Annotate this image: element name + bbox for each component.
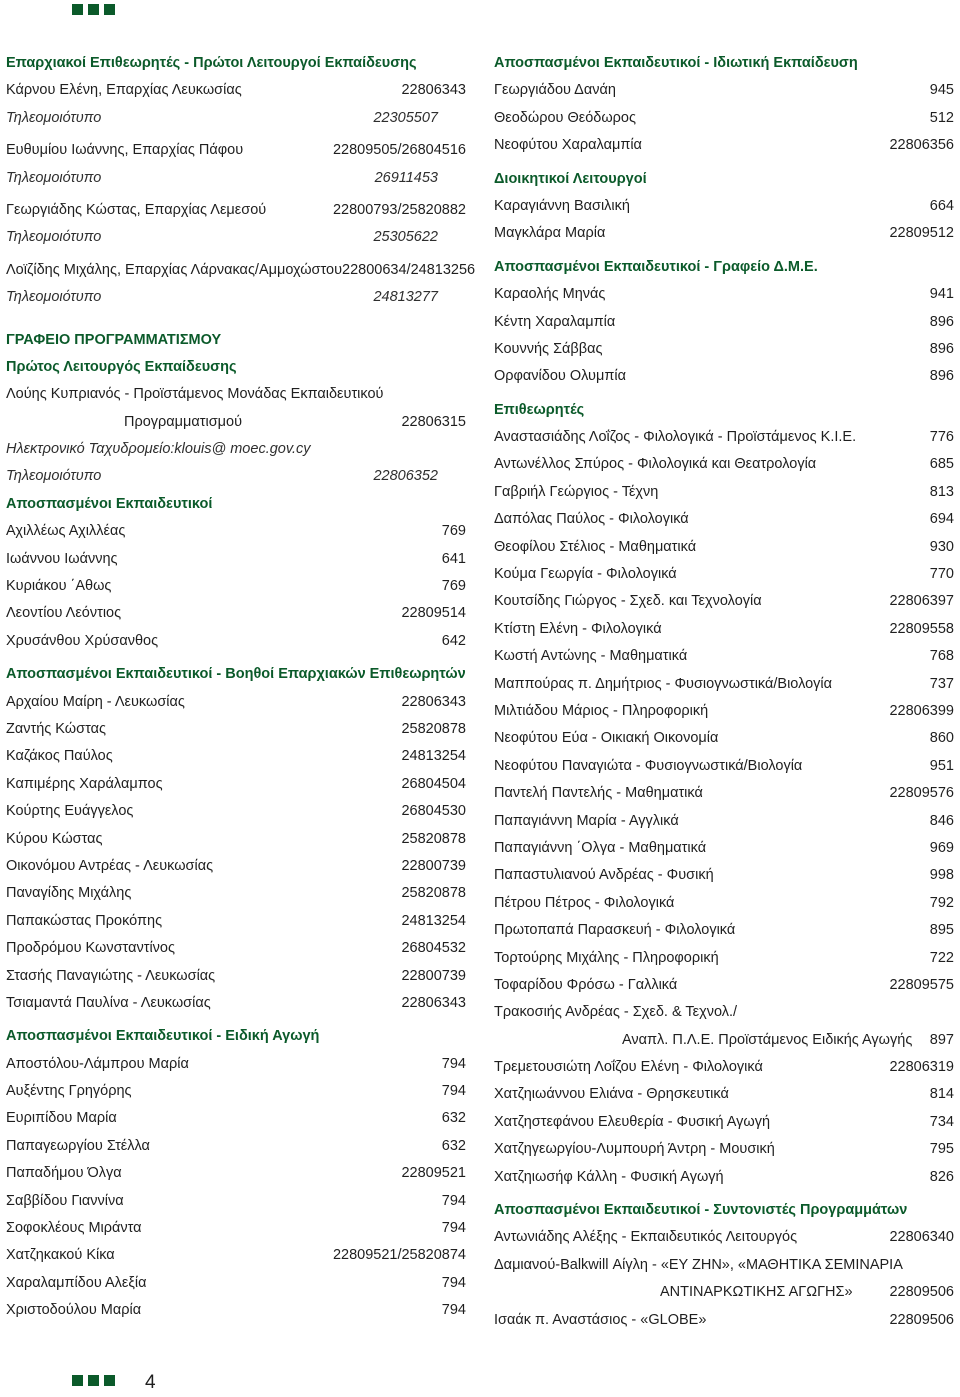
phone-number: 930	[929, 538, 954, 555]
list-item	[6, 935, 466, 962]
phone-number: 776	[929, 429, 954, 446]
phone-number: 737	[929, 675, 954, 692]
contact-name: Θεοφίλου Στέλιος - Μαθηματικά	[494, 538, 697, 555]
list-item	[494, 780, 954, 807]
fax-line	[6, 224, 466, 251]
contact-name: Παναγίδης Μιχάλης	[6, 885, 132, 902]
phone-number: 794	[441, 1302, 466, 1319]
section-heading: Αποσπασμένοι Εκπαιδευτικοί	[6, 495, 213, 512]
contact-name: Χατζηιωάννου Ελιάνα - Θρησκευτικά	[494, 1086, 729, 1103]
contact-name: Γεωργιάδου Δανάη	[494, 82, 616, 99]
phone-number: 22809514	[401, 605, 466, 622]
phone-number: 512	[929, 109, 954, 126]
contact-name: Θεοδώρου Θεόδωρος	[494, 109, 636, 126]
phone-number: 26804530	[401, 803, 466, 820]
contact-name: ΑΝΤΙΝΑΡΚΩΤΙΚΗΣ ΑΓΩΓΗΣ»	[660, 1284, 853, 1301]
list-item	[6, 573, 466, 600]
contact-name: Νεοφύτου Χαραλαμπία	[494, 137, 642, 154]
phone-number: 769	[441, 578, 466, 595]
contact-name: Παπαγεωργίου Στέλλα	[6, 1137, 150, 1154]
contact-name: Μαγκλάρα Μαρία	[494, 225, 606, 242]
list-item	[494, 1252, 954, 1279]
dme-office-list	[494, 281, 954, 391]
list-item	[494, 193, 954, 220]
phone-number: 22806399	[889, 702, 954, 719]
list-item	[6, 77, 466, 104]
phone-number: 22809505/26804516	[332, 142, 466, 159]
list-item	[494, 725, 954, 752]
header-squares-decoration	[72, 4, 115, 15]
contact-name: Καραγιάννη Βασιλική	[494, 197, 630, 214]
phone-number: 826	[929, 1168, 954, 1185]
contact-name: Τορτούρης Μιχάλης - Πληροφορική	[494, 949, 719, 966]
phone-number: 22806319	[889, 1059, 954, 1076]
phone-number: 722	[929, 949, 954, 966]
contact-name: Κουννής Σάββας	[494, 340, 603, 357]
contact-name: Γεωργιάδης Κώστας, Επαρχίας Λεμεσού	[6, 201, 267, 218]
contact-name: Κύρου Κώστας	[6, 830, 103, 847]
fax-line	[6, 165, 466, 192]
list-item	[6, 1188, 466, 1215]
list-item	[494, 1224, 954, 1251]
contact-name: Τρεμετουσιώτη Λοΐζου Ελένη - Φιλολογικά	[494, 1059, 763, 1076]
phone-number: 860	[929, 730, 954, 747]
seconded-teachers-list	[6, 518, 466, 655]
list-item	[6, 798, 466, 825]
phone-number: 22809506	[889, 1284, 954, 1301]
phone-number: 969	[929, 839, 954, 856]
phone-number: 22806343	[401, 693, 466, 710]
phone-number: 794	[441, 1083, 466, 1100]
contact-name: Παπακώστας Προκόπης	[6, 912, 163, 929]
list-item	[494, 1164, 954, 1191]
contact-name: Κυριάκου ΄Αθως	[6, 578, 112, 595]
phone-number: 846	[929, 812, 954, 829]
contact-name: Ευριπίδου Μαρία	[6, 1110, 117, 1127]
list-item	[494, 671, 954, 698]
phone-number: 22809521/25820874	[332, 1247, 466, 1264]
list-item	[6, 880, 466, 907]
phone-number: 22806343	[401, 82, 466, 99]
right-column	[494, 50, 954, 1334]
contact-name: Χατζηγεωργίου-Λυμπουρή Άντρη - Μουσική	[494, 1141, 775, 1158]
inspectors-list	[6, 77, 476, 316]
contact-name: Δαπόλας Παύλος - Φιλολογικά	[494, 511, 689, 528]
list-item	[494, 1279, 954, 1306]
contact-name: Χαραλαμπίδου Αλεξία	[6, 1274, 147, 1291]
contact-name: Τρακοσιής Ανδρέας - Σχεδ. & Τεχνολ./	[494, 1004, 738, 1021]
section-heading: Αποσπασμένοι Εκπαιδευτικοί - Γραφείο Δ.Μ.Ε.	[494, 258, 818, 275]
section-heading: Αποσπασμένοι Εκπαιδευτικοί - Ιδιωτική Εκπαίδευση	[494, 55, 858, 71]
phone-number: 694	[929, 511, 954, 528]
contact-name: Καραολής Μηνάς	[494, 286, 606, 303]
contact-name: Οικονόμου Αντρέας - Λευκωσίας	[6, 857, 214, 874]
phone-number: 25820878	[401, 885, 466, 902]
list-item	[494, 753, 954, 780]
contact-name: Κάρνου Ελένη, Επαρχίας Λευκωσίας	[6, 82, 242, 99]
phone-number: 22800634/24813256	[342, 261, 476, 278]
contact-name: Μιλτιάδου Μάριος - Πληροφορική	[494, 702, 709, 719]
assistant-inspectors-list	[6, 689, 466, 1018]
section-heading: Αποσπασμένοι Εκπαιδευτικοί - Βοηθοί Επαρχιακών Επιθεωρητών	[6, 666, 466, 683]
contact-name: Προδρόμου Κωνσταντίνος	[6, 940, 175, 957]
list-item	[494, 588, 954, 615]
list-item	[494, 561, 954, 588]
list-item	[6, 1051, 466, 1078]
fax-label: Τηλεομοιότυπο	[6, 109, 102, 126]
list-item	[494, 220, 954, 247]
list-item	[494, 1081, 954, 1108]
list-item	[494, 698, 954, 725]
contact-name: Λούης Κυπριανός - Προϊστάμενος Μονάδας Εκπαιδευτικού	[6, 386, 384, 403]
list-item	[6, 518, 466, 545]
list-item	[6, 197, 466, 224]
phone-number: 26804504	[401, 775, 466, 792]
list-item	[6, 1242, 466, 1269]
contact-name: Αναπλ. Π.Λ.Ε. Προϊστάμενος Ειδικής Αγωγής	[622, 1031, 913, 1048]
list-item	[494, 281, 954, 308]
list-item	[6, 990, 466, 1017]
list-item	[494, 643, 954, 670]
list-item	[494, 862, 954, 889]
contact-name: Καπιμέρης Χαράλαμπος	[6, 775, 163, 792]
contact-name: Τσιαμαντά Παυλίνα - Λευκωσίας	[6, 994, 211, 1011]
contact-name: Κούμα Γεωργία - Φιλολογικά	[494, 566, 677, 583]
contact-name: Παπαστυλιανού Ανδρέας - Φυσική	[494, 867, 714, 884]
contact-name: Προγραμματισμού	[124, 413, 243, 430]
list-item	[6, 1160, 466, 1187]
list-item	[494, 890, 954, 917]
list-item	[494, 534, 954, 561]
phone-number: 792	[929, 894, 954, 911]
contact-name: Δαμιανού-Balkwill Αίγλη - «ΕΥ ΖΗΝ», «ΜΑΘΗΤΙΚΑ ΣΕΜΙΝΑΡΙΑ	[494, 1256, 903, 1273]
contact-name: Παπαγιάννη Μαρία - Αγγλικά	[494, 812, 679, 829]
list-item	[494, 616, 954, 643]
contact-name: Αποστόλου-Λάμπρου Μαρία	[6, 1055, 189, 1072]
list-item	[6, 257, 476, 284]
list-item	[494, 1027, 954, 1054]
contact-name: Κουτσίδης Γιώργος - Σχεδ. και Τεχνολογία	[494, 593, 762, 610]
inspectors-subject-list-cont	[494, 1054, 954, 1191]
phone-number: 795	[929, 1141, 954, 1158]
list-item	[6, 137, 466, 164]
list-item	[494, 1307, 954, 1334]
section-heading: ΓΡΑΦΕΙΟ ΠΡΟΓΡΑΜΜΑΤΙΣΜΟΥ	[6, 331, 222, 348]
phone-number: 22806340	[889, 1229, 954, 1246]
contact-name: Στασής Παναγιώτης - Λευκωσίας	[6, 967, 216, 984]
phone-number: 794	[441, 1055, 466, 1072]
phone-number: 794	[441, 1192, 466, 1209]
contact-name: Ευθυμίου Ιωάννης, Επαρχίας Πάφου	[6, 142, 244, 159]
special-education-list	[6, 1051, 466, 1325]
list-item	[6, 1105, 466, 1132]
contact-name: Πέτρου Πέτρος - Φιλολογικά	[494, 894, 675, 911]
contact-name: Σαββίδου Γιαννίνα	[6, 1192, 124, 1209]
list-item	[6, 1215, 466, 1242]
section-heading: Επιθεωρητές	[494, 401, 585, 418]
contact-name: Λεοντίου Λεόντιος	[6, 605, 122, 622]
contact-name: Σοφοκλέους Μιράντα	[6, 1220, 142, 1237]
phone-number: 896	[929, 368, 954, 385]
contact-name: Αχιλλέως Αχιλλέας	[6, 523, 126, 540]
phone-number: 769	[441, 523, 466, 540]
list-item	[494, 808, 954, 835]
contact-name: Χατζηκακού Κίκα	[6, 1247, 115, 1264]
list-item	[6, 689, 466, 716]
phone-number: 895	[929, 922, 954, 939]
fax-label: Τηλεομοιότυπο	[6, 229, 102, 246]
contact-name: Χριστοδούλου Μαρία	[6, 1302, 142, 1319]
phone-number: 22809521	[401, 1165, 466, 1182]
page-number: 4	[145, 1372, 156, 1393]
phone-number: 951	[929, 757, 954, 774]
contact-name: Αυξέντης Γρηγόρης	[6, 1083, 132, 1100]
phone-number: 770	[929, 566, 954, 583]
phone-number: 22800793/25820882	[332, 201, 466, 218]
list-item	[494, 77, 954, 104]
list-item	[494, 309, 954, 336]
list-item	[494, 424, 954, 451]
phone-number: 22806343	[401, 994, 466, 1011]
list-item	[494, 835, 954, 862]
list-item	[6, 743, 466, 770]
list-item	[494, 972, 954, 999]
left-column	[6, 50, 476, 1325]
contact-name: Χρυσάνθου Χρύσανθος	[6, 632, 159, 649]
fax-label: Τηλεομοιότυπο	[6, 468, 102, 485]
contact-name: Ισαάκ π. Αναστάσιος - «GLOBE»	[494, 1311, 707, 1328]
phone-number: 998	[929, 867, 954, 884]
contact-name: Καζάκος Παύλος	[6, 748, 113, 765]
phone-number: 632	[441, 1137, 466, 1154]
contact-name: Ζαντής Κώστας	[6, 720, 106, 737]
list-item	[6, 908, 466, 935]
list-item	[494, 132, 954, 159]
contact-name: Νεοφύτου Εύα - Οικιακή Οικονομία	[494, 730, 719, 747]
list-item	[6, 716, 466, 743]
phone-number: 941	[929, 286, 954, 303]
phone-number: 794	[441, 1220, 466, 1237]
list-item	[494, 105, 954, 132]
phone-number: 24813254	[401, 748, 466, 765]
contact-name: Χατζηστεφάνου Ελευθερία - Φυσική Αγωγή	[494, 1113, 771, 1130]
section-heading: Διοικητικοί Λειτουργοί	[494, 170, 647, 187]
list-item	[6, 628, 466, 655]
phone-number: 897	[929, 1031, 954, 1048]
contact-name: Παντελή Παντελής - Μαθηματικά	[494, 785, 703, 802]
phone-number: 794	[441, 1274, 466, 1291]
contact-name: Αρχαίου Μαίρη - Λευκωσίας	[6, 693, 185, 710]
phone-number: 22809512	[889, 225, 954, 242]
list-item	[494, 363, 954, 390]
list-item	[494, 451, 954, 478]
phone-number: 813	[929, 483, 954, 500]
contact-name: Αναστασιάδης Λοΐζος - Φιλολογικά - Προϊστάμενος Κ.Ι.Ε.	[494, 429, 857, 446]
phone-number: 22800739	[401, 967, 466, 984]
phone-number: 896	[929, 340, 954, 357]
contact-name: Λοϊζίδης Μιχάλης, Επαρχίας Λάρνακας/Αμμοχώστου	[6, 261, 343, 278]
contact-name: Ορφανίδου Ολυμπία	[494, 368, 626, 385]
list-item	[494, 945, 954, 972]
list-item	[6, 409, 466, 436]
list-item	[494, 506, 954, 533]
list-item	[494, 999, 954, 1026]
phone-number: 22809506	[889, 1311, 954, 1328]
phone-number: 945	[929, 82, 954, 99]
phone-number: 685	[929, 456, 954, 473]
phone-number: 814	[929, 1086, 954, 1103]
fax-number: 22806352	[373, 468, 438, 485]
section-heading: Αποσπασμένοι Εκπαιδευτικοί - Συντονιστές Προγραμμάτων	[494, 1202, 908, 1219]
contact-name: Μαππούρας π. Δημήτριος - Φυσιογνωστικά/Βιολογία	[494, 675, 833, 692]
phone-number: 768	[929, 648, 954, 665]
fax-number: 25305622	[373, 229, 438, 246]
contact-name: Παπαδήμου Όλγα	[6, 1165, 122, 1182]
fax-number: 24813277	[373, 289, 438, 306]
email-line	[6, 436, 466, 463]
fax-line	[6, 105, 466, 132]
contact-name: Αντωνιάδης Αλέξης - Εκπαιδευτικός Λειτουργός	[494, 1229, 798, 1246]
contact-name: Κέντη Χαραλαμπία	[494, 313, 616, 330]
administrative-officers-list	[494, 193, 954, 248]
email-text: Ηλεκτρονικό Ταχυδρομείο:klouis@ moec.gov.cy	[6, 441, 311, 458]
list-item	[6, 1133, 466, 1160]
phone-number: 22806315	[401, 413, 466, 430]
phone-number: 641	[441, 550, 466, 567]
list-item	[494, 479, 954, 506]
list-item	[6, 1297, 466, 1324]
phone-number: 632	[441, 1110, 466, 1127]
list-item	[6, 1270, 466, 1297]
list-item	[6, 600, 466, 627]
contact-name: Παπαγιάννη ΄Ολγα - Μαθηματικά	[494, 839, 707, 856]
fax-number: 26911453	[374, 169, 438, 186]
contact-name: Τοφαρίδου Φρόσω - Γαλλικά	[494, 976, 678, 993]
contact-name: Κούρτης Ευάγγελος	[6, 803, 134, 820]
list-item	[6, 963, 466, 990]
fax-line	[6, 463, 466, 490]
phone-number: 22809558	[889, 620, 954, 637]
subsection-heading: Πρώτος Λειτουργός Εκπαίδευσης	[6, 358, 237, 375]
phone-number: 22809575	[889, 976, 954, 993]
phone-number: 896	[929, 313, 954, 330]
list-item	[6, 771, 466, 798]
section-heading: Επαρχιακοί Επιθεωρητές - Πρώτοι Λειτουργοί Εκπαίδευσης	[6, 55, 417, 71]
list-item	[6, 1078, 466, 1105]
fax-label: Τηλεομοιότυπο	[6, 289, 102, 306]
contact-name: Αντωνέλλος Σπύρος - Φιλολογικά και Θεατρολογία	[494, 456, 817, 473]
phone-number: 642	[441, 632, 466, 649]
phone-number: 22800739	[401, 857, 466, 874]
list-item	[494, 1136, 954, 1163]
contact-name: Χατζηιωσήφ Κάλλη - Φυσική Αγωγή	[494, 1168, 724, 1185]
list-item	[494, 1109, 954, 1136]
private-education-list	[494, 77, 954, 159]
fax-number: 22305507	[373, 109, 438, 126]
list-item	[6, 381, 466, 408]
inspectors-subject-list	[494, 424, 954, 999]
phone-number: 22806397	[889, 593, 954, 610]
list-item	[494, 1054, 954, 1081]
section-heading: Αποσπασμένοι Εκπαιδευτικοί - Ειδική Αγωγή	[6, 1028, 320, 1045]
fax-label: Τηλεομοιότυπο	[6, 169, 102, 186]
phone-number: 22806356	[889, 137, 954, 154]
list-item	[494, 336, 954, 363]
list-item	[6, 826, 466, 853]
contact-name: Κτίστη Ελένη - Φιλολογικά	[494, 620, 662, 637]
phone-number: 25820878	[401, 830, 466, 847]
phone-number: 22809576	[889, 785, 954, 802]
list-item	[494, 917, 954, 944]
contact-name: Κωστή Αντώνης - Μαθηματικά	[494, 648, 688, 665]
list-item	[6, 853, 466, 880]
contact-name: Πρωτοπαπά Παρασκευή - Φιλολογικά	[494, 922, 736, 939]
footer-squares-decoration	[72, 1375, 115, 1386]
phone-number: 734	[929, 1113, 954, 1130]
phone-number: 24813254	[401, 912, 466, 929]
phone-number: 664	[929, 197, 954, 214]
contact-name: Νεοφύτου Παναγιώτα - Φυσιογνωστικά/Βιολογία	[494, 757, 803, 774]
phone-number: 25820878	[401, 720, 466, 737]
contact-name: Γαβριήλ Γεώργιος - Τέχνη	[494, 483, 659, 500]
contact-name: Ιωάννου Ιωάννης	[6, 550, 118, 567]
list-item	[6, 546, 466, 573]
fax-line	[6, 284, 466, 311]
phone-number: 26804532	[401, 940, 466, 957]
